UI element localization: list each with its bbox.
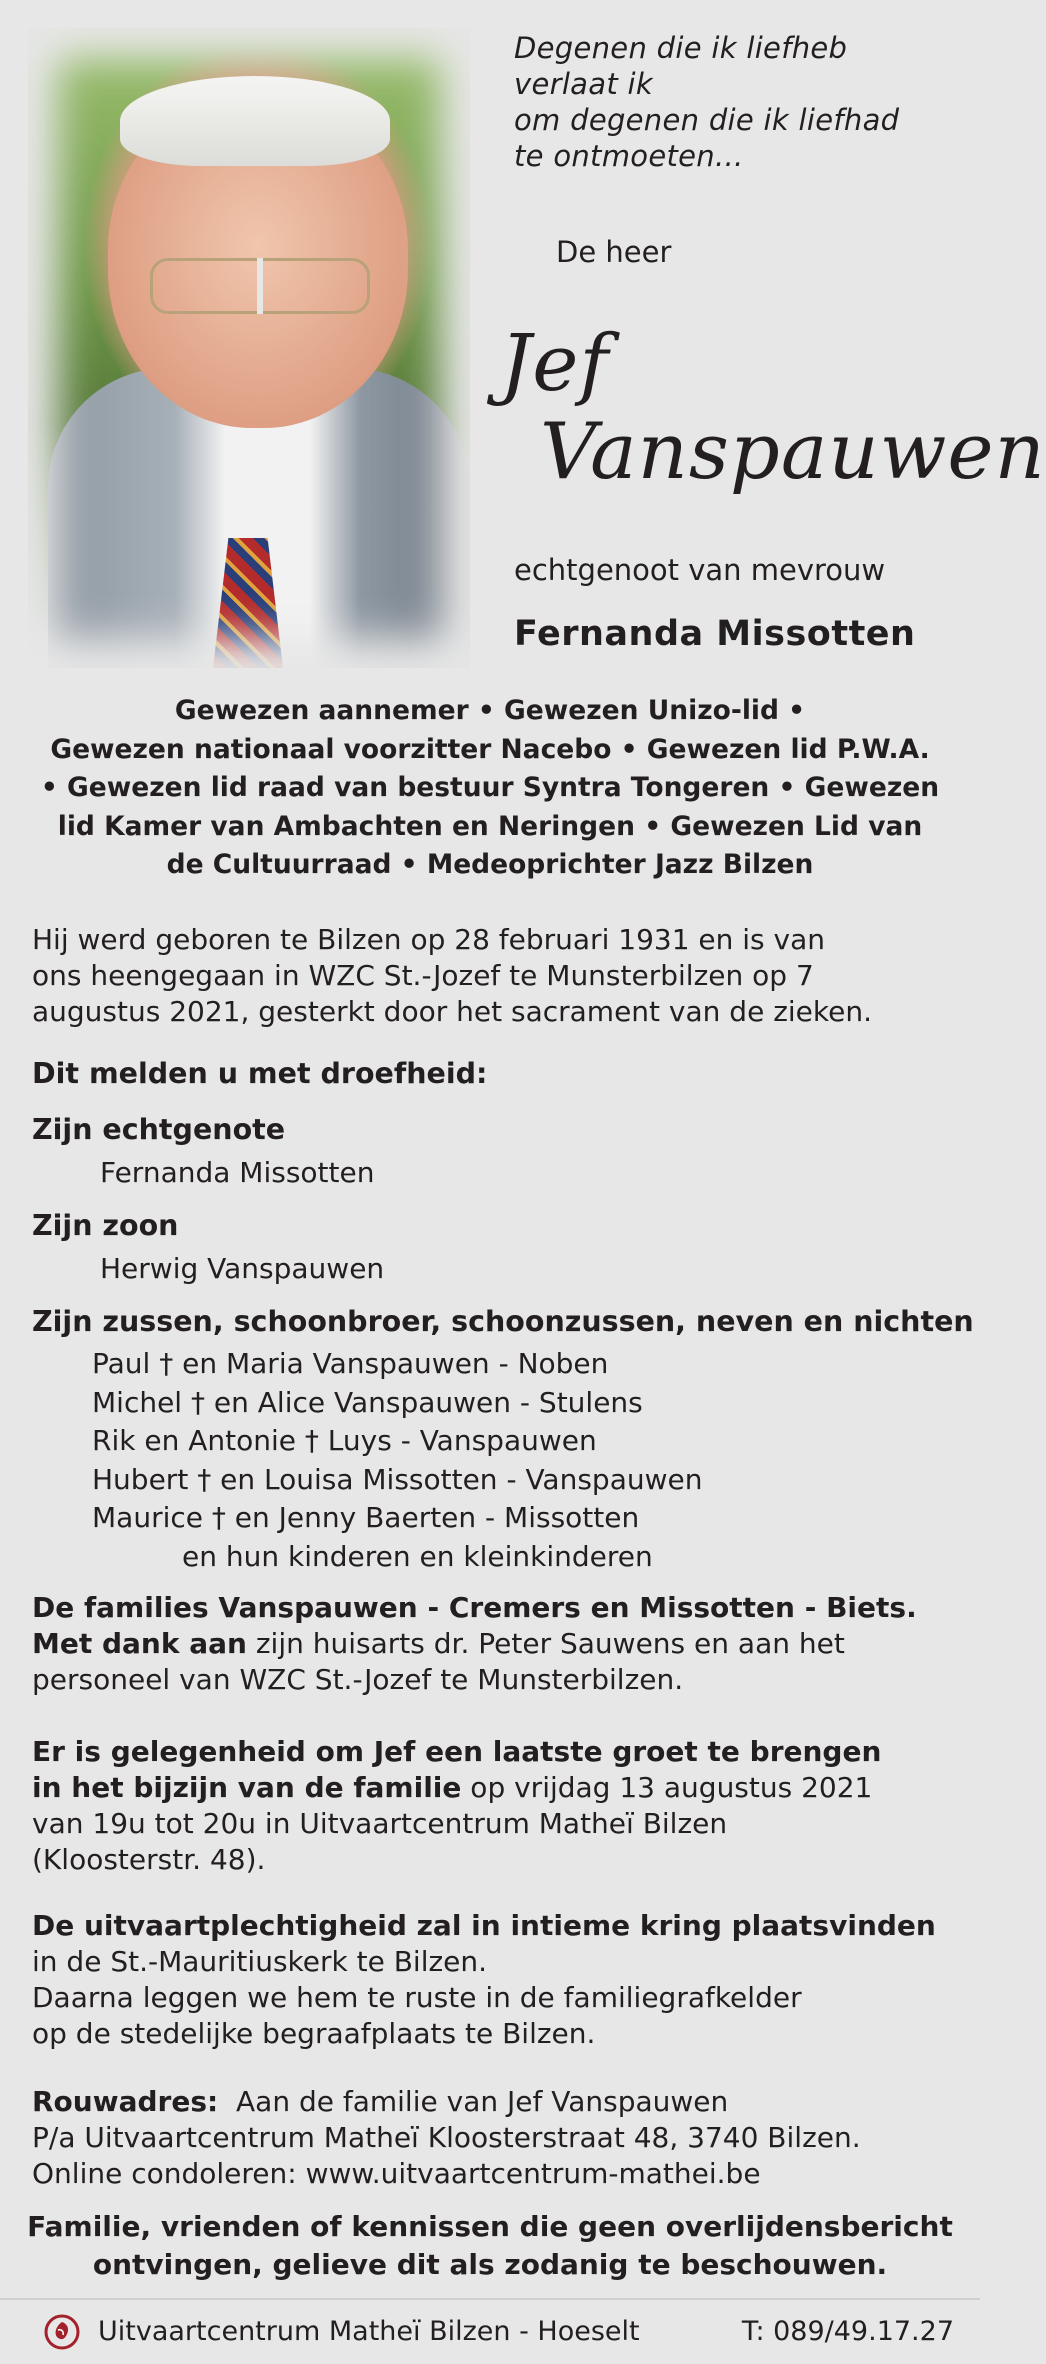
address-block [32,2084,952,2192]
sibling-line: Paul † en Maria Vanspauwen - Noben [92,1347,609,1380]
poem-line: Degenen die ik liefheb [514,31,848,65]
address-rest: Aan de familie van Jef Vanspauwen [218,2085,729,2118]
funeral-line-4: op de stedelijke begraafplaats te Bilzen. [32,2017,596,2050]
first-name: Jef [500,319,610,409]
son-name: Herwig Vanspauwen [100,1252,385,1285]
photo-glasses [150,258,370,314]
functions-line: Gewezen nationaal voorzitter Nacebo • Gewezen lid P.W.A. [50,733,930,765]
thanks-line [32,1626,952,1662]
funeral-line-2: in de St.-Mauritiuskerk te Bilzen. [32,1945,488,1978]
footer-phone[interactable]: T: 089/49.17.27 [741,2316,954,2347]
farewell-info [32,1734,952,1878]
functions-line: • Gewezen lid raad van bestuur Syntra Tongeren • Gewezen [40,772,940,803]
deceased-name [500,318,1046,498]
farewell-line-4: (Kloosterstr. 48). [32,1843,266,1876]
sibling-line: Maurice † en Jenny Baerten - Missotten [92,1501,640,1534]
functions-line: lid Kamer van Ambachten en Neringen • Gewezen Lid van [57,810,923,842]
spouse-intro: echtgenoot van mevrouw [514,553,886,587]
sibling-line: Rik en Antonie † Luys - Vanspauwen [92,1424,597,1457]
photo-hair [120,76,390,166]
functions-list [24,692,956,885]
address-label: Rouwadres: [32,2085,219,2118]
thanks-line-2: personeel van WZC St.-Jozef te Munsterbilzen. [32,1663,684,1696]
poem [514,30,964,174]
text-line: Hij werd geboren te Bilzen op 28 februari 1931 en is van [32,923,826,956]
siblings-heading: Zijn zussen, schoonbroer, schoonzussen, neven en nichten [32,1305,974,1338]
sibling-line: en hun kinderen en kleinkinderen [182,1539,653,1573]
poem-line: om degenen die ik liefhad [514,103,900,137]
final-note [24,2208,956,2284]
text-line: ons heengegaan in WZC St.-Jozef te Munsterbilzen op 7 [32,959,814,992]
son-heading: Zijn zoon [32,1209,179,1242]
footer-company: Uitvaartcentrum Matheï Bilzen - Hoeselt [98,2316,640,2347]
text-line: augustus 2021, gesterkt door het sacrament van de zieken. [32,995,872,1028]
funeral-line-1: De uitvaartplechtigheid zal in intieme kring plaatsvinden [32,1909,936,1942]
funeral-line-3: Daarna leggen we hem te ruste in de familiegrafkelder [32,1981,802,2014]
sibling-line: Hubert † en Louisa Missotten - Vanspauwen [92,1462,703,1496]
functions-line: de Cultuurraad • Medeoprichter Jazz Bilzen [166,849,814,880]
final-note-line: ontvingen, gelieve dit als zodanig te beschouwen. [92,2248,888,2281]
address-line-1 [32,2084,952,2120]
funeral-home-logo-icon [44,2314,80,2350]
portrait-photo [28,28,470,668]
poem-line: te ontmoeten... [514,139,744,173]
farewell-line-2 [32,1770,952,1806]
birth-death-text [32,922,952,1030]
address-line-2: P/a Uitvaartcentrum Matheï Kloosterstraat 48, 3740 Bilzen. [32,2121,861,2154]
condolence-link[interactable]: Online condoleren: www.uitvaartcentrum-mathei.be [32,2157,761,2190]
farewell-line-3: van 19u tot 20u in Uitvaartcentrum Matheï Bilzen [32,1807,728,1840]
families-thanks [32,1590,952,1698]
farewell-line-1: Er is gelegenheid om Jef een laatste groet te brengen [32,1735,882,1768]
farewell-rest-2: op vrijdag 13 augustus 2021 [461,1771,873,1804]
announcement-heading: Dit melden u met droefheid: [32,1057,488,1090]
title-prefix: De heer [556,235,672,269]
spouse-name: Fernanda Missotten [514,614,916,654]
sibling-line: Michel † en Alice Vanspauwen - Stulens [92,1385,643,1419]
last-name: Vanspauwen [540,407,1046,497]
thanks-bold: Met dank aan [32,1627,247,1660]
final-note-line: Familie, vrienden of kennissen die geen overlijdensbericht [27,2210,953,2243]
families-line: De families Vanspauwen - Cremers en Missotten - Biets. [32,1591,917,1624]
thanks-rest: zijn huisarts dr. Peter Sauwens en aan het [246,1627,845,1660]
wife-name: Fernanda Missotten [100,1156,375,1189]
siblings-list [92,1345,702,1576]
functions-line: Gewezen aannemer • Gewezen Unizo-lid • [174,695,806,726]
poem-line: verlaat ik [514,67,653,101]
footer [0,2298,980,2364]
farewell-bold-2: in het bijzijn van de familie [32,1771,462,1804]
funeral-info [32,1908,952,2052]
wife-heading: Zijn echtgenote [32,1113,286,1146]
